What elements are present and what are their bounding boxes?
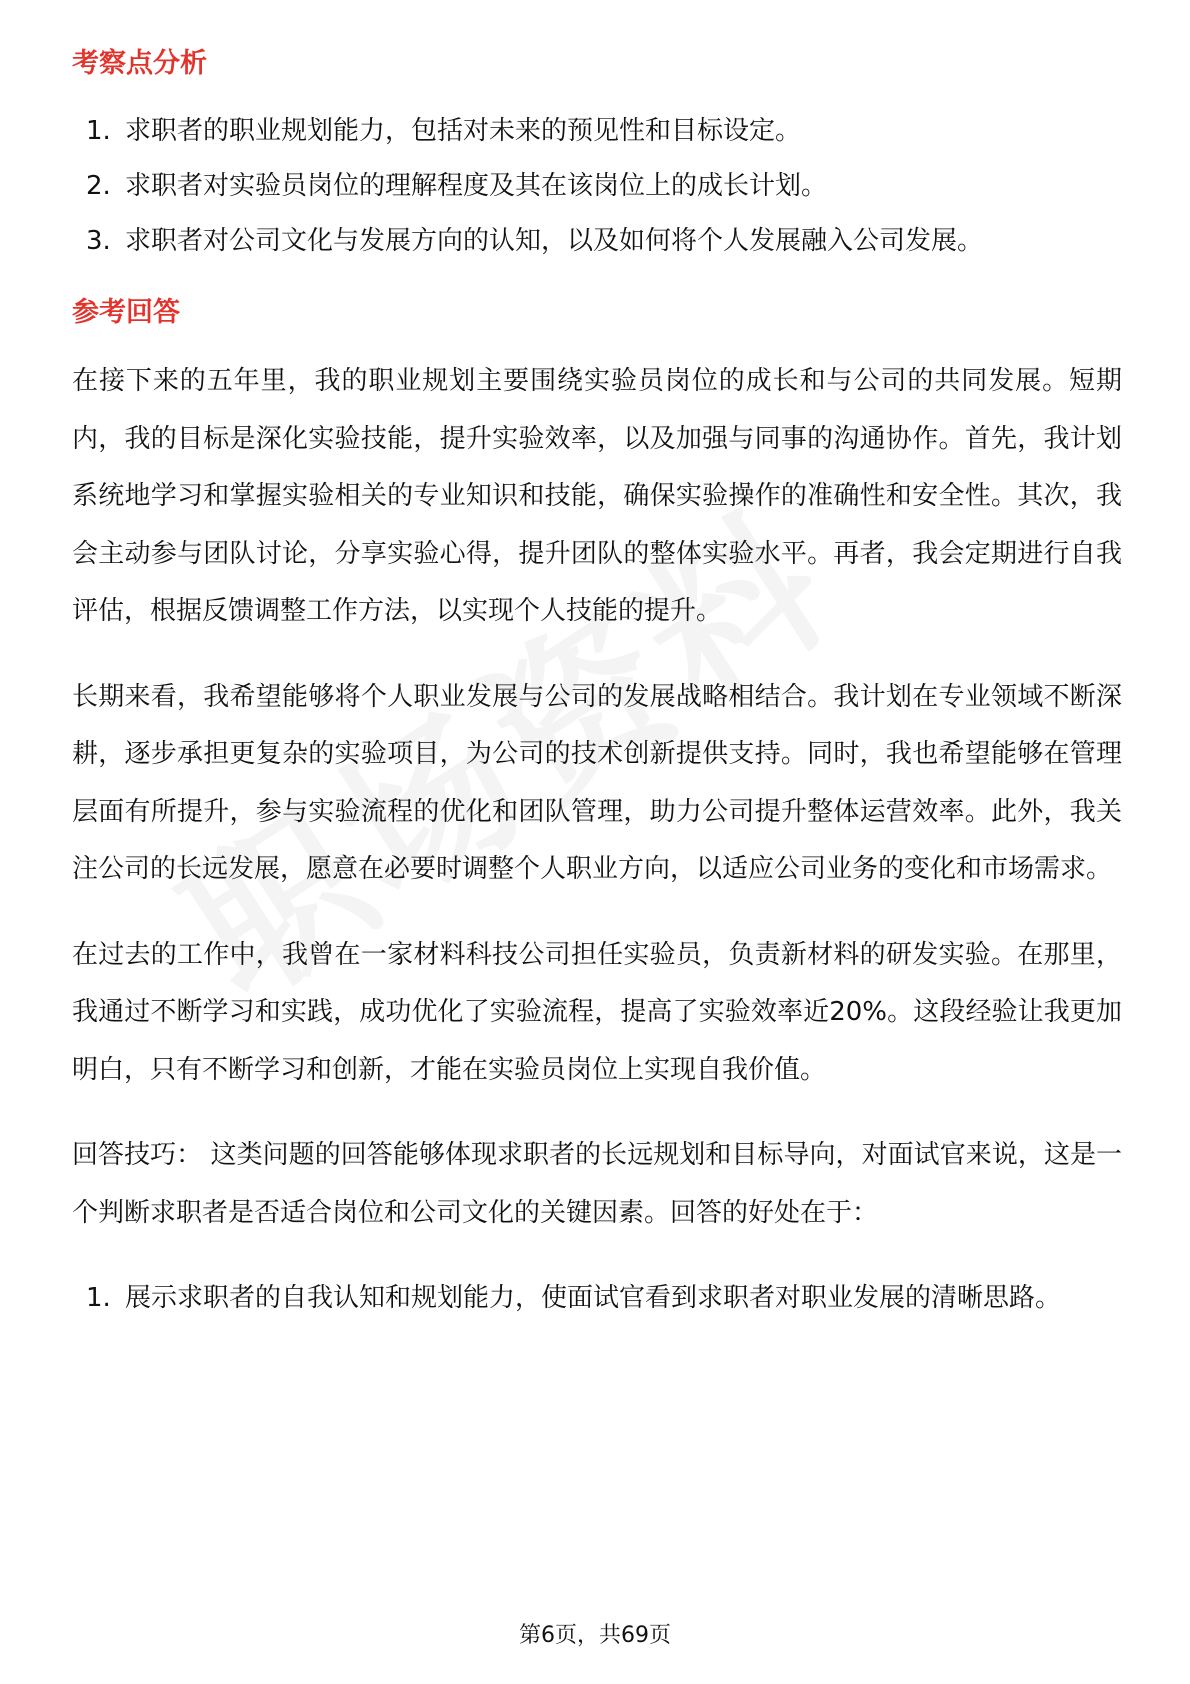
list-item (72, 214, 1122, 269)
tips-list (72, 1270, 1122, 1327)
list-item (72, 1270, 1122, 1327)
analysis-title: 考察点分析 (72, 48, 207, 79)
answer-paragraph: 长期来看，我希望能够将个人职业发展与公司的发展战略相结合。我计划在专业领域不断深耕，逐步承担更复杂的实验项目，为公司的技术创新提供支持。同时，我也希望能够在管理层面有所提升，参与实验流程的优化和团队管理，助力公司提升整体运营效率。此外，我关注公司的长远发展，愿意在必要时调整个人职业方向，以适应公司业务的变化和市场需求。 (72, 681, 1122, 884)
list-number: 1. (86, 116, 111, 146)
list-number: 3. (86, 226, 111, 256)
answer-title: 参考回答 (72, 297, 180, 328)
tips-paragraph: 回答技巧： 这类问题的回答能够体现求职者的长远规划和目标导向，对面试官来说，这是一个判断求职者是否适合岗位和公司文化的关键因素。回答的好处在于： (72, 1140, 1122, 1228)
list-item-text: 展示求职者的自我认知和规划能力，使面试官看到求职者对职业发展的清晰思路。 (125, 1283, 1062, 1313)
page-footer: 第6页，共69页 (519, 1623, 671, 1648)
list-item-text: 求职者的职业规划能力，包括对未来的预见性和目标设定。 (125, 116, 802, 146)
list-number: 1. (86, 1283, 111, 1313)
document-body (72, 44, 1122, 1327)
list-item (72, 159, 1122, 214)
list-item-text: 求职者对公司文化与发展方向的认知，以及如何将个人发展融入公司发展。 (125, 226, 984, 256)
answer-paragraph: 在过去的工作中，我曾在一家材料科技公司担任实验员，负责新材料的研发实验。在那里，我通过不断学习和实践，成功优化了实验流程，提高了实验效率近20%。这段经验让我更加明白，只有不断学习和创新，才能在实验员岗位上实现自我价值。 (72, 939, 1122, 1085)
answer-paragraph: 在接下来的五年里，我的职业规划主要围绕实验员岗位的成长和与公司的共同发展。短期内，我的目标是深化实验技能，提升实验效率，以及加强与同事的沟通协作。首先，我计划系统地学习和掌握实验相关的专业知识和技能，确保实验操作的准确性和安全性。其次，我会主动参与团队讨论，分享实验心得，提升团队的整体实验水平。再者，我会定期进行自我评估，根据反馈调整工作方法，以实现个人技能的提升。 (72, 366, 1122, 626)
list-item-text: 求职者对实验员岗位的理解程度及其在该岗位上的成长计划。 (125, 171, 828, 201)
list-number: 2. (86, 171, 111, 201)
list-item (72, 104, 1122, 159)
analysis-list (72, 104, 1122, 269)
